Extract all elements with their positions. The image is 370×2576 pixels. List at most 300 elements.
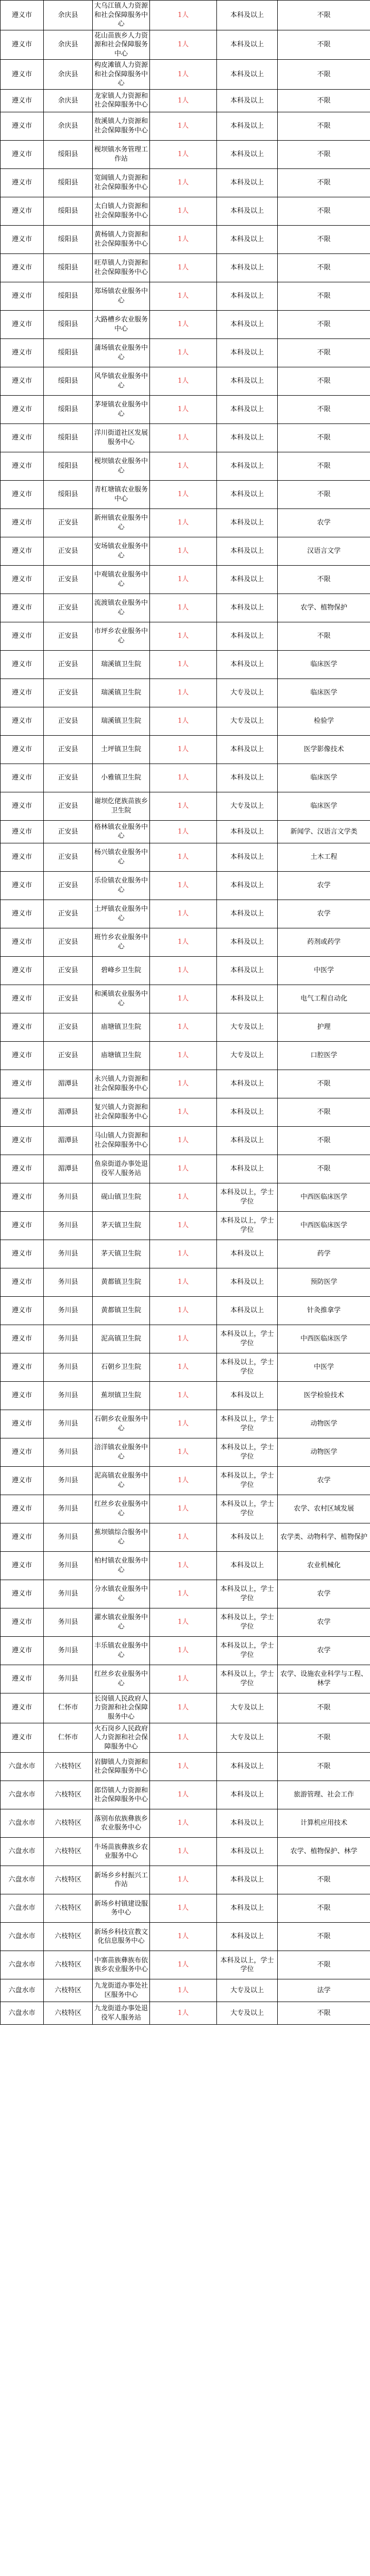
city-cell: 遵义市 [1,1636,44,1665]
city-cell: 遵义市 [1,1523,44,1551]
unit-cell: 茅天镇卫生院 [93,1211,150,1240]
county-cell: 务川县 [44,1523,93,1551]
major-cell: 不限 [278,1753,370,1781]
city-cell: 遵义市 [1,1693,44,1723]
table-row [1,1438,370,1466]
county-cell: 绥阳县 [44,395,93,423]
city-cell: 遵义市 [1,1325,44,1353]
unit-cell: 九龙街道办事处退役军人服务站 [93,2002,150,2025]
education-cell: 本科及以上 [217,764,278,792]
unit-cell: 中寨苗族彝族布依族乡农业服务中心 [93,1951,150,1979]
city-cell: 遵义市 [1,1183,44,1211]
city-cell: 遵义市 [1,1353,44,1381]
count-cell: 1人 [150,1296,217,1325]
city-cell: 遵义市 [1,1126,44,1155]
count-cell: 1人 [150,338,217,367]
table-row [1,1753,370,1781]
county-cell: 六枝特区 [44,1838,93,1866]
unit-cell: 石朝乡农业服务中心 [93,1410,150,1438]
table-row [1,1894,370,1923]
education-cell: 本科及以上 [217,956,278,985]
county-cell: 正安县 [44,985,93,1013]
county-cell: 余庆县 [44,30,93,60]
city-cell: 六盘水市 [1,1838,44,1866]
education-cell: 本科及以上 [217,1126,278,1155]
city-cell: 遵义市 [1,1041,44,1070]
count-cell: 1人 [150,871,217,900]
education-cell: 本科及以上 [217,537,278,565]
major-cell: 不限 [278,2002,370,2025]
unit-cell: 大乌江镇人力资源和社会保障服务中心 [93,1,150,30]
unit-cell: 枧坝镇农业服务中心 [93,452,150,480]
unit-cell: 新场乡科技宣教文化信息服务中心 [93,1923,150,1951]
city-cell: 遵义市 [1,168,44,197]
city-cell: 遵义市 [1,30,44,60]
city-cell: 遵义市 [1,197,44,225]
count-cell: 1人 [150,956,217,985]
count-cell: 1人 [150,1809,217,1838]
county-cell: 六枝特区 [44,1894,93,1923]
unit-cell: 牛场苗族彝族乡农业服务中心 [93,1838,150,1866]
count-cell: 1人 [150,1438,217,1466]
city-cell: 遵义市 [1,253,44,282]
table-row [1,1781,370,1809]
table-row [1,1523,370,1551]
major-cell: 不限 [278,565,370,594]
unit-cell: 小雅镇卫生院 [93,764,150,792]
count-cell: 1人 [150,1723,217,1753]
education-cell: 本科及以上 [217,60,278,90]
county-cell: 务川县 [44,1466,93,1495]
major-cell: 动物医学 [278,1438,370,1466]
county-cell: 正安县 [44,679,93,707]
major-cell: 药剂或药学 [278,928,370,956]
city-cell: 遵义市 [1,871,44,900]
education-cell: 本科及以上 [217,395,278,423]
city-cell: 遵义市 [1,1580,44,1608]
city-cell: 遵义市 [1,792,44,820]
education-cell: 本科及以上，学士学位 [217,1438,278,1466]
city-cell: 遵义市 [1,707,44,735]
city-cell: 遵义市 [1,956,44,985]
major-cell: 药学 [278,1240,370,1268]
major-cell: 农学、植物保护 [278,594,370,622]
count-cell: 1人 [150,1894,217,1923]
major-cell: 中西医临床医学 [278,1325,370,1353]
table-row [1,1866,370,1894]
major-cell: 不限 [278,452,370,480]
city-cell: 遵义市 [1,985,44,1013]
city-cell: 遵义市 [1,1438,44,1466]
count-cell: 1人 [150,1183,217,1211]
unit-cell: 格林镇农业服务中心 [93,820,150,843]
count-cell: 1人 [150,1325,217,1353]
table-row [1,1979,370,2002]
city-cell: 遵义市 [1,1155,44,1183]
table-row [1,253,370,282]
education-cell: 本科及以上，学士学位 [217,1211,278,1240]
major-cell: 不限 [278,395,370,423]
county-cell: 绥阳县 [44,253,93,282]
table-row [1,2002,370,2025]
major-cell: 临床医学 [278,679,370,707]
city-cell: 遵义市 [1,1410,44,1438]
city-cell: 遵义市 [1,282,44,310]
city-cell: 遵义市 [1,594,44,622]
count-cell: 1人 [150,452,217,480]
county-cell: 六枝特区 [44,1923,93,1951]
education-cell: 本科及以上 [217,225,278,253]
count-cell: 1人 [150,792,217,820]
table-row [1,1551,370,1580]
major-cell: 不限 [278,480,370,509]
city-cell: 遵义市 [1,480,44,509]
count-cell: 1人 [150,1608,217,1636]
unit-cell: 太白镇人力资源和社会保障服务中心 [93,197,150,225]
education-cell: 本科及以上 [217,140,278,168]
county-cell: 务川县 [44,1353,93,1381]
table-row [1,537,370,565]
count-cell: 1人 [150,367,217,395]
major-cell: 土木工程 [278,843,370,871]
county-cell: 六枝特区 [44,1866,93,1894]
unit-cell: 九龙街道办事处社区服务中心 [93,1979,150,2002]
county-cell: 务川县 [44,1240,93,1268]
unit-cell: 涪洋镇农业服务中心 [93,1438,150,1466]
unit-cell: 砚山镇卫生院 [93,1183,150,1211]
table-row [1,871,370,900]
count-cell: 1人 [150,707,217,735]
education-cell: 本科及以上，学士学位 [217,1495,278,1523]
unit-cell: 瑞溪镇卫生院 [93,650,150,679]
count-cell: 1人 [150,1013,217,1041]
count-cell: 1人 [150,1838,217,1866]
table-row [1,30,370,60]
education-cell: 本科及以上 [217,985,278,1013]
major-cell: 临床医学 [278,792,370,820]
table-row [1,1608,370,1636]
table-row [1,367,370,395]
major-cell: 农学、农村区域发展 [278,1495,370,1523]
county-cell: 绥阳县 [44,310,93,338]
table-row [1,622,370,650]
county-cell: 绥阳县 [44,338,93,367]
major-cell: 检验学 [278,707,370,735]
education-cell: 本科及以上 [217,1866,278,1894]
county-cell: 余庆县 [44,1,93,30]
city-cell: 遵义市 [1,1070,44,1098]
count-cell: 1人 [150,168,217,197]
education-cell: 本科及以上，学士学位 [217,1325,278,1353]
unit-cell: 复兴镇人力资源和社会保障服务中心 [93,1098,150,1126]
education-cell: 本科及以上 [217,30,278,60]
count-cell: 1人 [150,1951,217,1979]
table-row [1,764,370,792]
unit-cell: 安场镇农业服务中心 [93,537,150,565]
major-cell: 不限 [278,1951,370,1979]
education-cell: 本科及以上 [217,1155,278,1183]
major-cell: 不限 [278,367,370,395]
unit-cell: 龙家镇人力资源和社会保障服务中心 [93,89,150,112]
county-cell: 湄潭县 [44,1126,93,1155]
count-cell: 1人 [150,1,217,30]
major-cell: 电气工程自动化 [278,985,370,1013]
count-cell: 1人 [150,1155,217,1183]
table-row [1,707,370,735]
county-cell: 正安县 [44,956,93,985]
county-cell: 绥阳县 [44,423,93,452]
count-cell: 1人 [150,1693,217,1723]
education-cell: 本科及以上，学士学位 [217,1353,278,1381]
unit-cell: 青杠塘镇农业服务中心 [93,480,150,509]
education-cell: 大专及以上 [217,1723,278,1753]
count-cell: 1人 [150,140,217,168]
county-cell: 湄潭县 [44,1155,93,1183]
table-row [1,1809,370,1838]
count-cell: 1人 [150,112,217,140]
county-cell: 务川县 [44,1580,93,1608]
count-cell: 1人 [150,1041,217,1070]
unit-cell: 火石岗乡人民政府人力资源和社会保障服务中心 [93,1723,150,1753]
major-cell: 口腔医学 [278,1041,370,1070]
table-row [1,1,370,30]
education-cell: 大专及以上 [217,1979,278,2002]
unit-cell: 岩脚镇人力资源和社会保障服务中心 [93,1753,150,1781]
count-cell: 1人 [150,423,217,452]
count-cell: 1人 [150,1580,217,1608]
count-cell: 1人 [150,1466,217,1495]
county-cell: 正安县 [44,871,93,900]
major-cell: 医学检验技术 [278,1381,370,1410]
count-cell: 1人 [150,282,217,310]
unit-cell: 庙塘镇卫生院 [93,1041,150,1070]
city-cell: 遵义市 [1,1723,44,1753]
count-cell: 1人 [150,985,217,1013]
major-cell: 不限 [278,60,370,90]
unit-cell: 杨兴镇农业服务中心 [93,843,150,871]
city-cell: 遵义市 [1,1551,44,1580]
education-cell: 本科及以上 [217,650,278,679]
county-cell: 正安县 [44,1013,93,1041]
county-cell: 正安县 [44,594,93,622]
county-cell: 仁怀市 [44,1723,93,1753]
education-cell: 本科及以上 [217,168,278,197]
major-cell: 不限 [278,112,370,140]
table-row [1,89,370,112]
count-cell: 1人 [150,310,217,338]
unit-cell: 泥高镇卫生院 [93,1325,150,1353]
county-cell: 绥阳县 [44,367,93,395]
education-cell: 本科及以上，学士学位 [217,1410,278,1438]
major-cell: 医学影像技术 [278,735,370,764]
education-cell: 本科及以上，学士学位 [217,1580,278,1608]
count-cell: 1人 [150,650,217,679]
count-cell: 1人 [150,764,217,792]
unit-cell: 土坪镇卫生院 [93,735,150,764]
county-cell: 绥阳县 [44,168,93,197]
education-cell: 本科及以上 [217,1781,278,1809]
city-cell: 遵义市 [1,622,44,650]
count-cell: 1人 [150,395,217,423]
city-cell: 遵义市 [1,60,44,90]
major-cell: 不限 [278,282,370,310]
county-cell: 务川县 [44,1410,93,1438]
education-cell: 本科及以上 [217,871,278,900]
table-row [1,1240,370,1268]
education-cell: 本科及以上 [217,928,278,956]
table-row [1,1041,370,1070]
count-cell: 1人 [150,900,217,928]
table-row [1,985,370,1013]
education-cell: 本科及以上，学士学位 [217,1951,278,1979]
county-cell: 仁怀市 [44,1693,93,1723]
major-cell: 不限 [278,1923,370,1951]
table-row [1,1183,370,1211]
table-row [1,1268,370,1296]
unit-cell: 市坪乡农业服务中心 [93,622,150,650]
city-cell: 遵义市 [1,764,44,792]
count-cell: 1人 [150,1240,217,1268]
education-cell: 本科及以上，学士学位 [217,1665,278,1693]
table-row [1,197,370,225]
unit-cell: 黄都镇卫生院 [93,1296,150,1325]
major-cell: 旅游管理、社会工作 [278,1781,370,1809]
unit-cell: 黄杨镇人力资源和社会保障服务中心 [93,225,150,253]
county-cell: 六枝特区 [44,1781,93,1809]
count-cell: 1人 [150,537,217,565]
city-cell: 遵义市 [1,367,44,395]
count-cell: 1人 [150,1636,217,1665]
unit-cell: 庙塘镇卫生院 [93,1013,150,1041]
city-cell: 遵义市 [1,338,44,367]
education-cell: 本科及以上 [217,1894,278,1923]
major-cell: 不限 [278,1866,370,1894]
unit-cell: 茅天镇卫生院 [93,1240,150,1268]
major-cell: 中医学 [278,956,370,985]
count-cell: 1人 [150,1410,217,1438]
major-cell: 农学 [278,509,370,537]
county-cell: 正安县 [44,565,93,594]
county-cell: 六枝特区 [44,1979,93,2002]
city-cell: 遵义市 [1,843,44,871]
major-cell: 不限 [278,1693,370,1723]
table-row [1,956,370,985]
education-cell: 本科及以上 [217,253,278,282]
table-row [1,225,370,253]
major-cell: 农学 [278,871,370,900]
unit-cell: 乐俭镇农业服务中心 [93,871,150,900]
city-cell: 遵义市 [1,509,44,537]
education-cell: 本科及以上 [217,89,278,112]
table-row [1,1325,370,1353]
education-cell: 本科及以上 [217,423,278,452]
unit-cell: 石朝乡卫生院 [93,1353,150,1381]
major-cell: 农学 [278,900,370,928]
table-row [1,1636,370,1665]
unit-cell: 班竹乡农业服务中心 [93,928,150,956]
unit-cell: 郎岱镇人力资源和社会保障服务中心 [93,1781,150,1809]
county-cell: 湄潭县 [44,1070,93,1098]
county-cell: 务川县 [44,1438,93,1466]
major-cell: 不限 [278,1894,370,1923]
count-cell: 1人 [150,30,217,60]
county-cell: 绥阳县 [44,140,93,168]
county-cell: 六枝特区 [44,1951,93,1979]
county-cell: 务川县 [44,1495,93,1523]
county-cell: 正安县 [44,843,93,871]
education-cell: 本科及以上 [217,338,278,367]
major-cell: 护理 [278,1013,370,1041]
county-cell: 正安县 [44,792,93,820]
education-cell: 本科及以上 [217,1268,278,1296]
unit-cell: 构皮滩镇人力资源和社会保障服务中心 [93,60,150,90]
county-cell: 正安县 [44,650,93,679]
table-row [1,843,370,871]
major-cell: 农学、设施农业科学与工程、林学 [278,1665,370,1693]
count-cell: 1人 [150,2002,217,2025]
table-row [1,112,370,140]
county-cell: 正安县 [44,537,93,565]
city-cell: 遵义市 [1,1098,44,1126]
major-cell: 不限 [278,1126,370,1155]
count-cell: 1人 [150,1098,217,1126]
table-row [1,452,370,480]
count-cell: 1人 [150,1495,217,1523]
major-cell: 新闻学、汉语言文学类 [278,820,370,843]
city-cell: 遵义市 [1,1268,44,1296]
education-cell: 本科及以上 [217,1551,278,1580]
city-cell: 遵义市 [1,1495,44,1523]
education-cell: 本科及以上 [217,1838,278,1866]
major-cell: 不限 [278,30,370,60]
major-cell: 农学 [278,1608,370,1636]
education-cell: 大专及以上 [217,1693,278,1723]
county-cell: 绥阳县 [44,225,93,253]
unit-cell: 大路槽乡农业服务中心 [93,310,150,338]
major-cell: 不限 [278,1098,370,1126]
county-cell: 正安县 [44,622,93,650]
table-row [1,1495,370,1523]
unit-cell: 泥高镇农业服务中心 [93,1466,150,1495]
table-row [1,1070,370,1098]
count-cell: 1人 [150,1126,217,1155]
education-cell: 本科及以上 [217,1753,278,1781]
count-cell: 1人 [150,253,217,282]
city-cell: 遵义市 [1,679,44,707]
table-row [1,395,370,423]
major-cell: 不限 [278,622,370,650]
unit-cell: 枧坝镇水务管理工作站 [93,140,150,168]
education-cell: 本科及以上 [217,1296,278,1325]
county-cell: 务川县 [44,1268,93,1296]
major-cell: 不限 [278,140,370,168]
unit-cell: 碧峰乡卫生院 [93,956,150,985]
unit-cell: 红丝乡农业服务中心 [93,1495,150,1523]
count-cell: 1人 [150,1665,217,1693]
count-cell: 1人 [150,1268,217,1296]
unit-cell: 红丝乡农业服务中心 [93,1665,150,1693]
city-cell: 六盘水市 [1,1753,44,1781]
unit-cell: 丰乐镇农业服务中心 [93,1636,150,1665]
city-cell: 遵义市 [1,735,44,764]
table-row [1,1923,370,1951]
education-cell: 本科及以上 [217,820,278,843]
count-cell: 1人 [150,679,217,707]
city-cell: 遵义市 [1,1296,44,1325]
unit-cell: 谢坝仡佬族苗族乡卫生院 [93,792,150,820]
count-cell: 1人 [150,735,217,764]
education-cell: 本科及以上 [217,1070,278,1098]
